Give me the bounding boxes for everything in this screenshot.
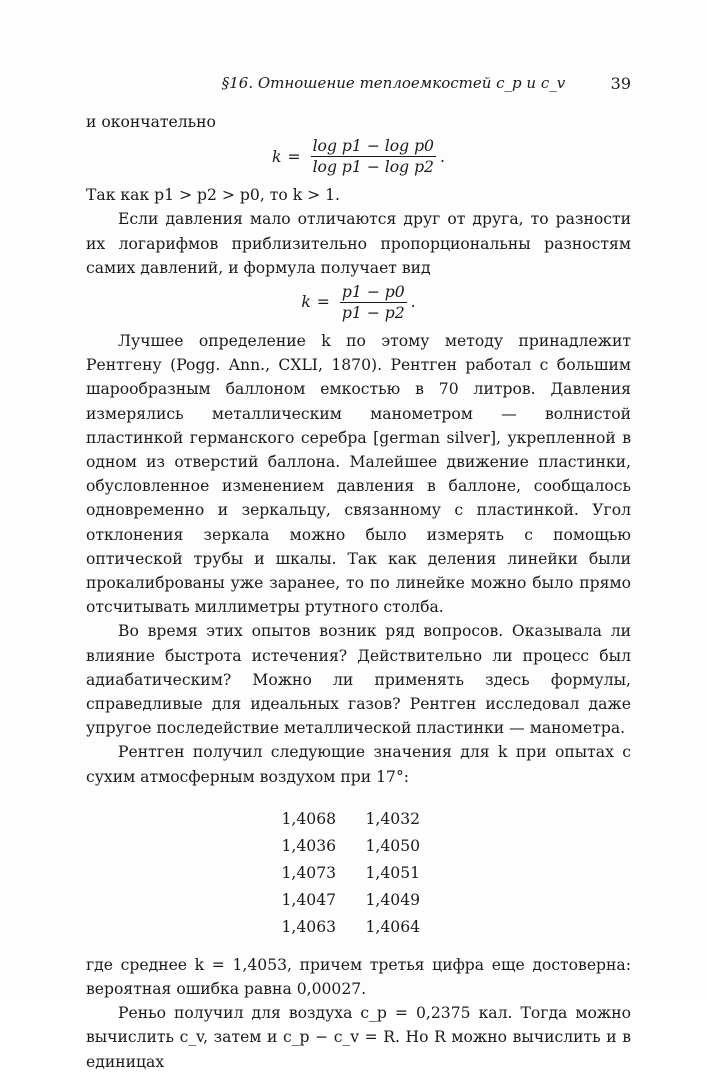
formula-pressure-ratio <box>86 282 631 323</box>
formula-lhs: k <box>272 147 282 166</box>
fraction <box>340 282 407 323</box>
table-cell: 1,4068 <box>281 809 337 828</box>
text-line: Так как p1 > p2 > p0, то k > 1. <box>86 186 341 205</box>
page-number: 39 <box>610 74 631 93</box>
table-cell: 1,4049 <box>365 890 421 909</box>
formula-lhs: k <box>301 293 311 312</box>
paragraph: Рентген получил следующие значения для k при опытах с сухим атмосферным воздухом при 17°: <box>86 743 631 786</box>
table-cell: 1,4036 <box>281 836 337 855</box>
fraction-denominator: p1 − p2 <box>341 304 405 323</box>
page-body <box>86 110 631 1074</box>
table-cell: 1,4063 <box>281 917 337 936</box>
paragraph: Если давления мало отличаются друг от друга, то разности их логарифмов приблизительно пропорциональны разностям самих давлений, и формула получает вид <box>86 210 631 277</box>
table-cell: 1,4051 <box>365 863 421 882</box>
formula-log-ratio <box>86 136 631 177</box>
equals-sign: = <box>316 293 330 312</box>
table-cell: 1,4032 <box>365 809 421 828</box>
text-line: и окончательно <box>86 113 216 131</box>
fraction-numerator: log p1 − log p0 <box>312 137 434 156</box>
equals-sign: = <box>287 147 301 166</box>
period: . <box>410 293 416 312</box>
paragraph: Лучшее определение k по этому методу принадлежит Рентгену (Pogg. Ann., CXLI, 1870). Рентген работал с большим шарообразным баллоном емкостью в 70 литров. Давления измерялись металлическим манометром — волнистой пластинкой германского серебра [german silver], укрепленной в одном из отверстий баллона. Малейшее движение пластинки, обусловленное изменением давления в баллоне, сообщалось одновременно и зеркальцу, связанному с пластинкой. Угол отклонения зеркала можно было измерять с помощью оптической трубы и шкалы. Так как деления линейки были прокалиброваны уже заранее, то по линейке можно было прямо отсчитывать миллиметры ртутного столба. <box>86 332 631 617</box>
values-table <box>86 807 631 939</box>
table-cell: 1,4047 <box>281 890 337 909</box>
table-cell: 1,4073 <box>281 863 337 882</box>
table-cell: 1,4064 <box>365 917 421 936</box>
fraction <box>311 136 436 177</box>
paragraph: Реньо получил для воздуха c_p = 0,2375 кал. Тогда можно вычислить c_v, затем и c_p − c_v = R. Но R можно вычислить и в единицах <box>86 1004 631 1071</box>
paragraph: где среднее k = 1,4053, причем третья цифра еще достоверна: вероятная ошибка равна 0,00027. <box>86 955 631 999</box>
running-title: §16. Отношение теплоемкостей c_p и c_v <box>221 74 566 92</box>
page-header <box>86 74 631 98</box>
period: . <box>439 147 445 166</box>
fraction-denominator: log p1 − log p2 <box>312 158 434 177</box>
paragraph: Во время этих опытов возник ряд вопросов. Оказывала ли влияние быстрота истечения? Действительно ли процесс был адиабатическим? Можно ли применять здесь формулы, справедливые для идеальных газов? Рентген исследовал даже упругое последействие металлической пластинки — манометра. <box>86 622 631 738</box>
fraction-numerator: p1 − p0 <box>341 283 405 302</box>
table-cell: 1,4050 <box>365 836 421 855</box>
